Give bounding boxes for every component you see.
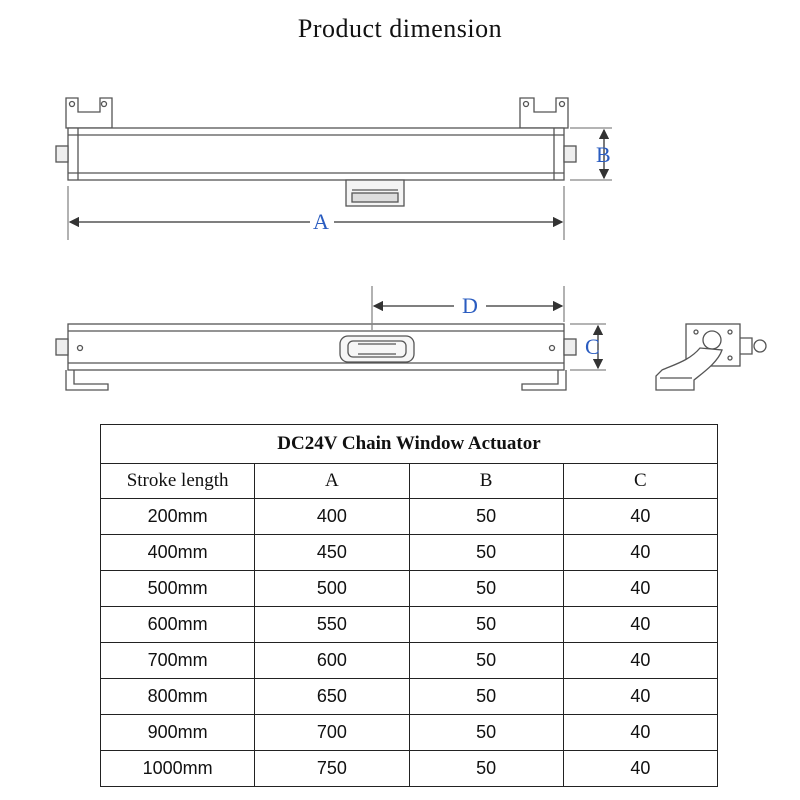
side-view: [56, 286, 606, 390]
table-row: [101, 571, 718, 607]
cell-b: 50: [409, 607, 563, 643]
header-stroke-length: Stroke length: [101, 464, 255, 499]
cell-a: 750: [255, 751, 409, 787]
table-row: [101, 499, 718, 535]
cell-c: 40: [563, 715, 717, 751]
cell-b: 50: [409, 679, 563, 715]
cell-b: 50: [409, 643, 563, 679]
end-view: [656, 324, 766, 390]
cell-a: 600: [255, 643, 409, 679]
dimension-label-d: D: [462, 293, 478, 318]
cell-a: 500: [255, 571, 409, 607]
cell-c: 40: [563, 571, 717, 607]
cell-a: 550: [255, 607, 409, 643]
top-view: [56, 98, 612, 240]
cell-stroke: 200mm: [101, 499, 255, 535]
header-a: A: [255, 464, 409, 499]
table-row: [101, 715, 718, 751]
cell-stroke: 400mm: [101, 535, 255, 571]
table-row: [101, 535, 718, 571]
cell-b: 50: [409, 499, 563, 535]
cell-b: 50: [409, 751, 563, 787]
cell-b: 50: [409, 535, 563, 571]
cell-a: 450: [255, 535, 409, 571]
cell-c: 40: [563, 535, 717, 571]
cell-c: 40: [563, 679, 717, 715]
cell-stroke: 1000mm: [101, 751, 255, 787]
cell-b: 50: [409, 715, 563, 751]
page-title: Product dimension: [297, 14, 503, 43]
cell-a: 650: [255, 679, 409, 715]
cell-a: 700: [255, 715, 409, 751]
cell-c: 40: [563, 499, 717, 535]
dimension-label-c: C: [585, 334, 600, 359]
table-header-row: [101, 464, 718, 499]
specs-table: [100, 424, 718, 787]
cell-stroke: 900mm: [101, 715, 255, 751]
header-c: C: [563, 464, 717, 499]
cell-c: 40: [563, 751, 717, 787]
cell-stroke: 600mm: [101, 607, 255, 643]
cell-stroke: 500mm: [101, 571, 255, 607]
table-title: DC24V Chain Window Actuator: [101, 425, 718, 464]
dimension-label-a: A: [313, 209, 329, 234]
table-row: [101, 643, 718, 679]
table-row: [101, 751, 718, 787]
cell-stroke: 700mm: [101, 643, 255, 679]
cell-a: 400: [255, 499, 409, 535]
table-row: [101, 679, 718, 715]
cell-stroke: 800mm: [101, 679, 255, 715]
dimension-label-b: B: [596, 142, 611, 167]
header-b: B: [409, 464, 563, 499]
cell-c: 40: [563, 643, 717, 679]
cell-c: 40: [563, 607, 717, 643]
cell-b: 50: [409, 571, 563, 607]
table-row: [101, 607, 718, 643]
